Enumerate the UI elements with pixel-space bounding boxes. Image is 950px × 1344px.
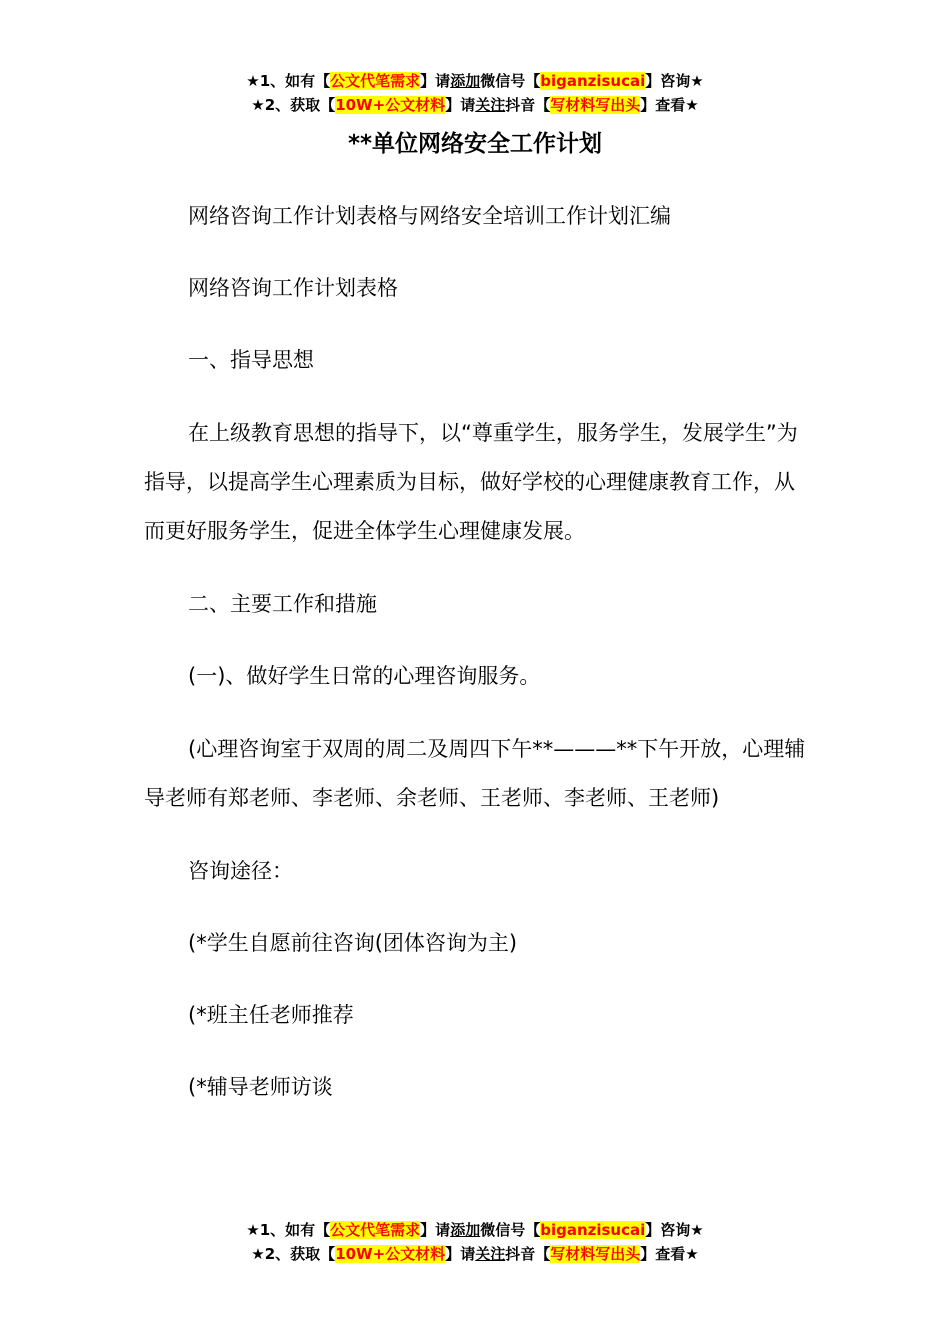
banner-text: 微信号【 [480, 1221, 541, 1239]
section-heading: 二、主要工作和措施 [188, 592, 377, 616]
banner-line-1 [0, 1218, 950, 1242]
banner-underlined: 添加 [450, 72, 481, 90]
banner-text: ★2、获取【 [251, 1245, 336, 1263]
paragraph: (一)、做好学生日常的心理咨询服务。 [188, 664, 541, 688]
page-title: **单位网络安全工作计划 [347, 131, 603, 157]
banner-text: 】咨询★ [645, 72, 704, 90]
banner-text: ★1、如有【 [246, 72, 331, 90]
footer-banner [0, 1218, 950, 1266]
banner-text: ★2、获取【 [251, 96, 336, 114]
banner-underlined: 添加 [450, 1221, 481, 1239]
banner-highlight: 公文代笔需求 [330, 72, 421, 90]
banner-text: 】请 [420, 1221, 451, 1239]
paragraph: 网络咨询工作计划表格 [188, 276, 398, 300]
banner-highlight: 写材料写出头 [550, 1245, 641, 1263]
paragraph: 在上级教育思想的指导下，以“尊重学生，服务学生，发展学生”为指导，以提高学生心理素质为目标，做好学校的心理健康教育工作，从而更好服务学生，促进全体学生心理健康发展。 [144, 421, 798, 543]
banner-highlight: biganzisucai [540, 1221, 646, 1239]
banner-underlined: 关注 [475, 1245, 506, 1263]
banner-text: ★1、如有【 [246, 1221, 331, 1239]
banner-line-1 [0, 69, 950, 93]
section-heading: 一、指导思想 [188, 348, 314, 372]
banner-highlight: 10W+公文材料 [335, 96, 446, 114]
paragraph: 网络咨询工作计划表格与网络安全培训工作计划汇编 [188, 204, 671, 228]
banner-highlight: 10W+公文材料 [335, 1245, 446, 1263]
banner-text: 】咨询★ [645, 1221, 704, 1239]
banner-text: 抖音【 [505, 96, 551, 114]
banner-text: 抖音【 [505, 1245, 551, 1263]
banner-line-2 [0, 93, 950, 117]
list-item: (*学生自愿前往咨询(团体咨询为主) [188, 931, 518, 955]
banner-highlight: biganzisucai [540, 72, 646, 90]
banner-text: 】请 [445, 96, 476, 114]
banner-text: 】请 [420, 72, 451, 90]
banner-highlight: 公文代笔需求 [330, 1221, 421, 1239]
banner-text: 微信号【 [480, 72, 541, 90]
list-item: (*班主任老师推荐 [188, 1003, 354, 1027]
list-item: (*辅导老师访谈 [188, 1075, 333, 1099]
banner-underlined: 关注 [475, 96, 506, 114]
banner-line-2 [0, 1242, 950, 1266]
banner-text: 】请 [445, 1245, 476, 1263]
banner-text: 】查看★ [640, 96, 699, 114]
paragraph: 咨询途径： [188, 859, 293, 883]
header-banner [0, 69, 950, 117]
paragraph: (心理咨询室于双周的周二及周四下午**———**下午开放，心理辅导老师有郑老师、李老师、余老师、王老师、李老师、王老师) [144, 737, 806, 810]
banner-text: 】查看★ [640, 1245, 699, 1263]
banner-highlight: 写材料写出头 [550, 96, 641, 114]
